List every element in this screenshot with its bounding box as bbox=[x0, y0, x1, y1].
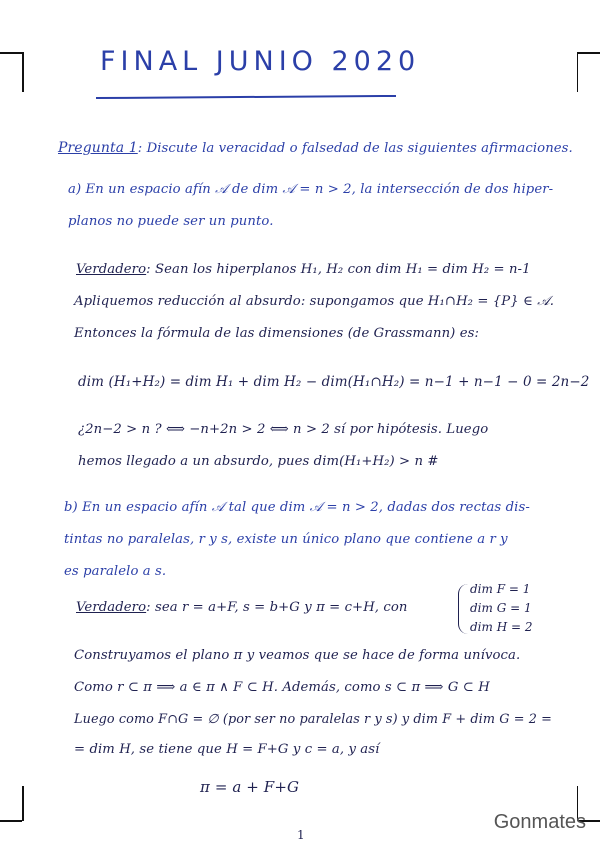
part-b-statement-3: es paralelo a s. bbox=[64, 564, 167, 579]
part-a-line-2: Apliquemos reducción al absurdo: supongamos que H₁∩H₂ = {P} ∈ 𝒜. bbox=[74, 294, 555, 309]
part-b-line-1 bbox=[76, 600, 408, 615]
part-a-line-4: ¿2n−2 > n ? ⟺ −n+2n > 2 ⟺ n > 2 sí por hipótesis. Luego bbox=[78, 422, 489, 437]
part-b-statement-2: tintas no paralelas, r y s, existe un único plano que contiene a r y bbox=[64, 532, 508, 547]
part-b-line-4: Luego como F∩G = ∅ (por ser no paralelas r y s) y dim F + dim G = 2 = bbox=[74, 712, 552, 727]
question-label: Pregunta 1 bbox=[58, 140, 138, 156]
part-a-line-3: Entonces la fórmula de las dimensiones (de Grassmann) es: bbox=[74, 326, 480, 341]
part-b-line-1-text: : sea r = a+F, s = b+G y π = c+H, con bbox=[146, 600, 408, 615]
part-a-line-5: hemos llegado a un absurdo, pues dim(H₁+H₂) > n # bbox=[78, 454, 439, 469]
system-dim-f: dim F = 1 bbox=[470, 582, 531, 596]
part-b-line-5: = dim H, se tiene que H = F+G y c = a, y así bbox=[74, 742, 380, 757]
crop-mark-top-left-h bbox=[0, 52, 22, 54]
crop-mark-bottom-left-h bbox=[0, 820, 22, 822]
part-b-line-3: Como r ⊂ π ⟹ a ∈ π ∧ F ⊂ H. Además, como s ⊂ π ⟹ G ⊂ H bbox=[74, 680, 490, 695]
page-title: FINAL JUNIO 2020 bbox=[100, 46, 421, 77]
system-dim-h: dim H = 2 bbox=[470, 620, 533, 634]
part-a-line-1 bbox=[76, 262, 531, 277]
crop-mark-top-left-v bbox=[22, 52, 24, 92]
watermark: Gonmates bbox=[493, 811, 586, 833]
page-number: 1 bbox=[297, 828, 305, 842]
question-prompt: : Discute la veracidad o falsedad de las siguientes afirmaciones. bbox=[137, 141, 573, 156]
part-a-statement-2: planos no puede ser un punto. bbox=[68, 214, 274, 229]
part-b-verdict: Verdadero bbox=[76, 600, 147, 615]
crop-mark-top-right-h bbox=[578, 52, 600, 54]
part-a-verdict: Verdadero bbox=[76, 262, 147, 277]
crop-mark-top-right-v bbox=[577, 52, 579, 92]
system-dim-g: dim G = 1 bbox=[470, 601, 532, 615]
part-b-line-2: Construyamos el plano π y veamos que se hace de forma unívoca. bbox=[74, 648, 521, 663]
part-a-statement-1: a) En un espacio afín 𝒜 de dim 𝒜 = n > 2, la intersección de dos hiper- bbox=[68, 182, 554, 197]
part-b-result: π = a + F+G bbox=[200, 778, 300, 796]
title-underline bbox=[96, 95, 396, 99]
crop-mark-bottom-left-v bbox=[22, 786, 24, 821]
question-header bbox=[58, 140, 573, 156]
part-a-formula: dim (H₁+H₂) = dim H₁ + dim H₂ − dim(H₁∩H₂) = n−1 + n−1 − 0 = 2n−2 bbox=[78, 374, 590, 390]
part-b-statement-1: b) En un espacio afín 𝒜 tal que dim 𝒜 = n > 2, dadas dos rectas dis- bbox=[64, 500, 530, 515]
part-a-line-1-text: : Sean los hiperplanos H₁, H₂ con dim H₁ = dim H₂ = n-1 bbox=[146, 262, 531, 277]
system-brace bbox=[458, 584, 469, 634]
